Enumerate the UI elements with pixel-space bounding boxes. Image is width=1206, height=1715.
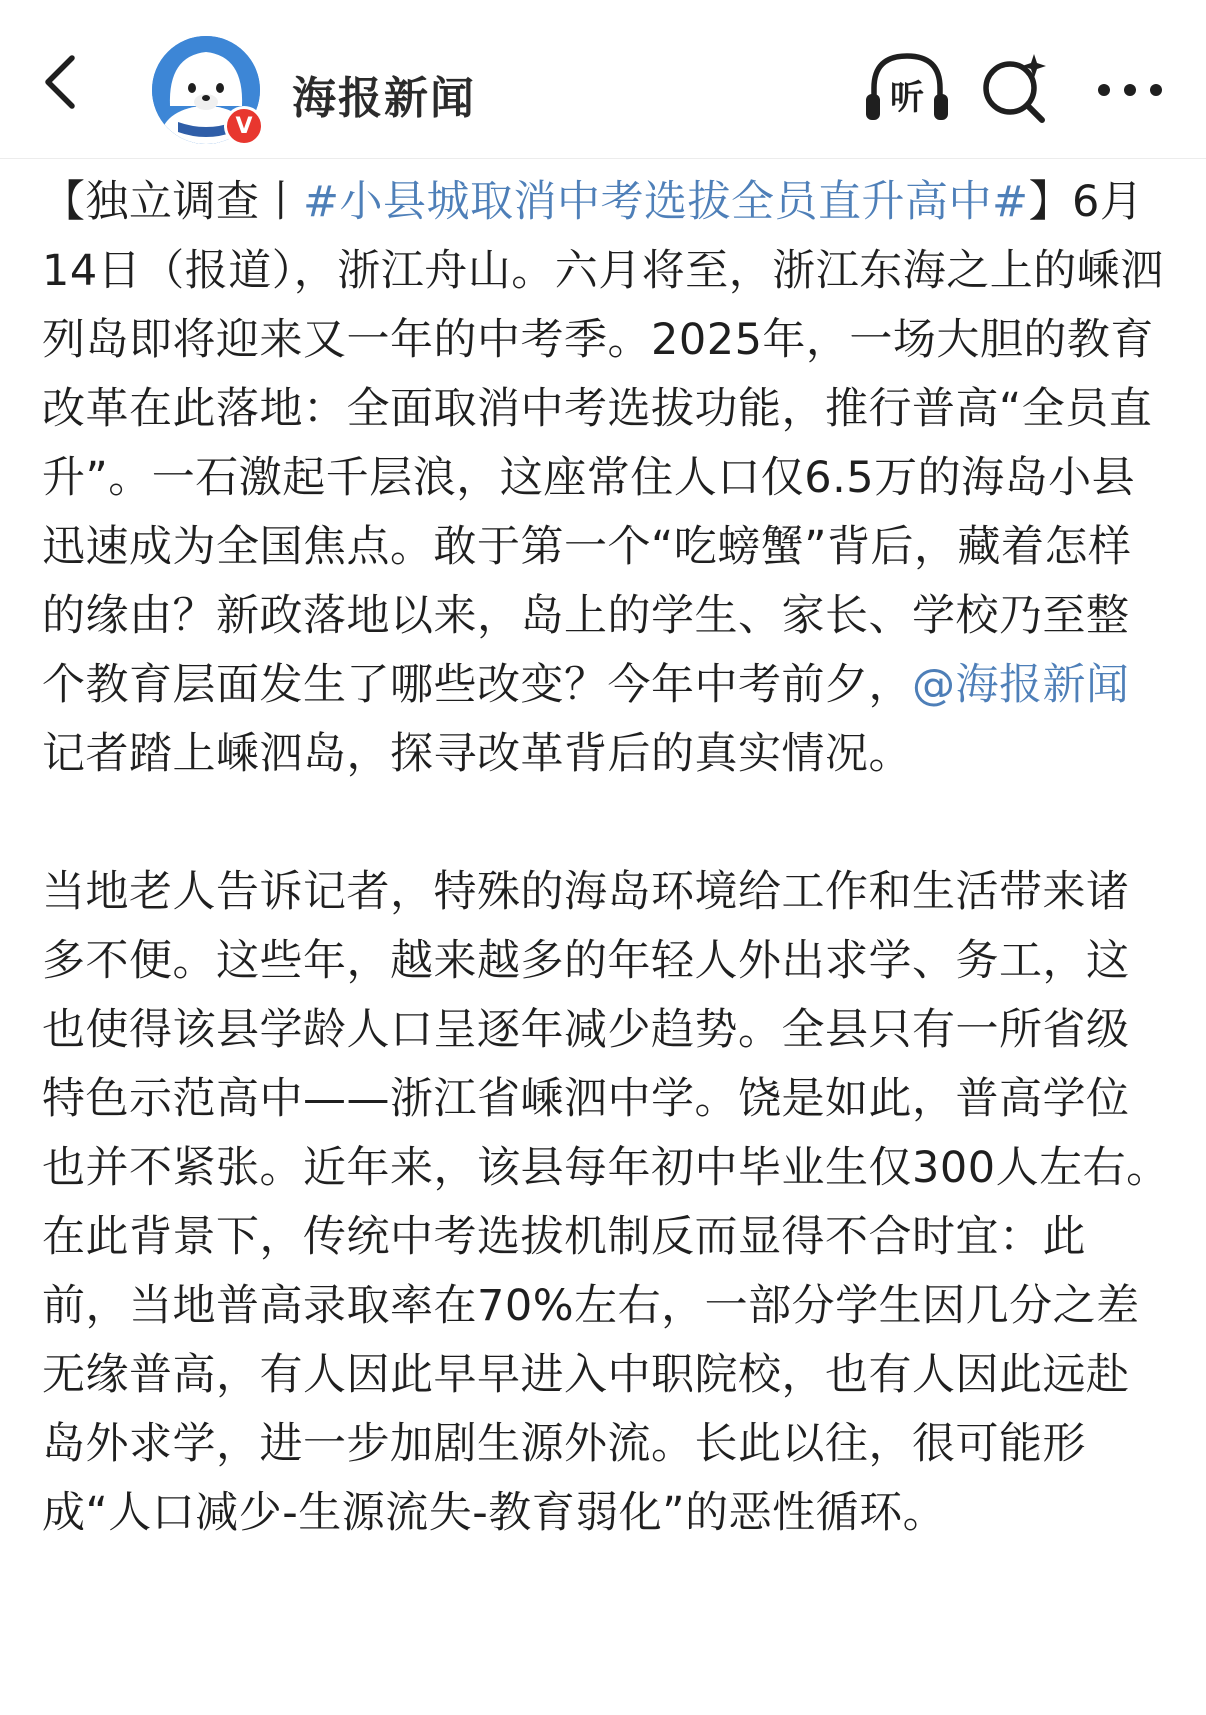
verified-v-icon: V (224, 106, 264, 146)
listen-label: 听 (890, 78, 924, 118)
paragraph-spacer (42, 789, 1170, 858)
post-paragraph-2: 当地老人告诉记者，特殊的海岛环境给工作和生活带来诸多不便。这些年，越来越多的年轻人外出求学、务工，这也使得该县学龄人口呈逐年减少趋势。全县只有一所省级特色示范高中——浙江省嵊泗中学。饶是如此，普高学位也并不紧张。近年来，该县每年初中毕业生仅300人左右。在此背景下，传统中考选拔机制反而显得不合时宜：此前，当地普高录取率在70%左右，一部分学生因几分之差无缘普高，有人因此早早进入中职院校，也有人因此远赴岛外求学，进一步加剧生源外流。长此以往，很可能形成“人口减少-生源流失-教育弱化”的恶性循环。 (42, 867, 1170, 1538)
back-arrow-icon (40, 52, 80, 112)
more-button[interactable] (1090, 60, 1170, 120)
account-avatar[interactable] (152, 36, 262, 146)
mention-link[interactable]: @海报新闻 (912, 660, 1130, 710)
post-paragraph-1 (42, 168, 1170, 789)
account-name[interactable]: 海报新闻 (292, 73, 476, 124)
more-dots-icon (1090, 60, 1170, 120)
back-button[interactable] (28, 50, 92, 114)
top-nav-bar (0, 0, 1206, 159)
search-sparkle-icon (978, 50, 1054, 126)
post-intro-bracket: 【独立调查丨 (42, 177, 303, 227)
post-text: 】6月14日（报道），浙江舟山。六月将至，浙江东海之上的嵊泗列岛即将迎来又一年的中考季。2025年，一场大胆的教育改革在此落地：全面取消中考选拔功能，推行普高“全员直升”。一石激起千层浪，这座常住人口仅6.5万的海岛小县迅速成为全国焦点。敢于第一个“吃螃蟹”背后，藏着怎样的缘由？新政落地以来，岛上的学生、家长、学校乃至整个教育层面发生了哪些改变？今年中考前夕， (42, 177, 1164, 710)
post-text-end: 记者踏上嵊泗岛，探寻改革背后的真实情况。 (42, 729, 912, 779)
search-button[interactable] (978, 50, 1054, 126)
listen-button[interactable] (862, 48, 952, 128)
post-body (42, 168, 1170, 1548)
topic-hashtag-link[interactable]: #小县城取消中考选拔全员直升高中# (303, 177, 1029, 227)
